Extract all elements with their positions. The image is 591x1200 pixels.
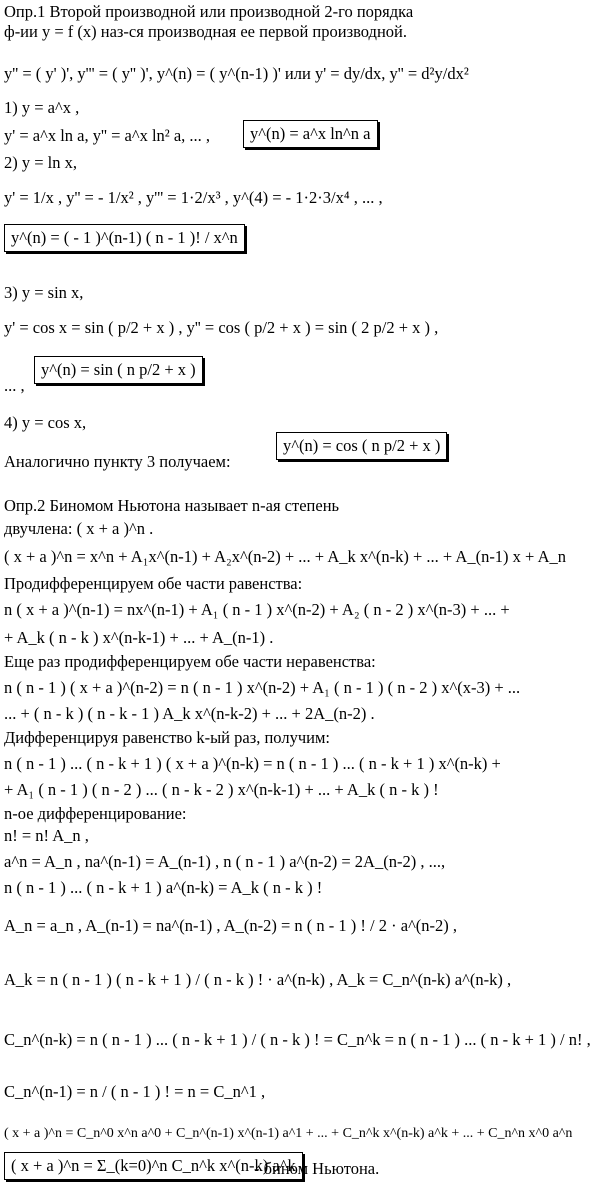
k-th-derivative-line-1: n ( n - 1 ) ... ( n - k + 1 ) ( x + a )^(n-k) = n ( n - 1 ) ... ( n - k + 1 ) x^(n-k) +: [4, 754, 501, 773]
binomial-full-expansion: ( x + a )^n = C_n^0 x^n a^0 + C_n^(n-1) x^(n-1) a^1 + ... + C_n^k x^(n-k) a^k + ... + C_n^n x^0 a^n: [4, 1126, 573, 1141]
a-k-formula-line: A_k = n ( n - 1 ) ( n - k + 1 ) / ( n - k ) ! · a^(n-k) , A_k = C_n^(n-k) a^(n-k) ,: [4, 970, 512, 989]
case-3-result-box: [34, 356, 203, 384]
general-coefficient-line: n ( n - 1 ) ... ( n - k + 1 ) a^(n-k) = A_k ( n - k ) !: [4, 878, 323, 897]
differentiate-statement: Продифференцируем обе части равенства:: [4, 574, 303, 593]
n-th-derivative-heading: n-ое дифференцирование:: [4, 804, 187, 823]
case-3-derivatives: y' = cos x = sin ( p/2 + x ) , y'' = cos ( p/2 + x ) = sin ( 2 p/2 + x ) ,: [4, 318, 439, 337]
combination-n-minus-1-line: C_n^(n-1) = n / ( n - 1 ) ! = n = C_n^1 ,: [4, 1082, 266, 1101]
derivative-notation: y'' = ( y' )', y''' = ( y'' )', y^(n) = ( y^(n-1) )' или y' = dy/dx, y'' = d²y/dx²: [4, 64, 469, 83]
case-2-derivatives: y' = 1/x , y'' = - 1/x² , y''' = 1·2/x³ , y^(4) = - 1·2·3/x⁴ , ... ,: [4, 188, 383, 207]
binomial-theorem-caption: - бином Ньютона.: [254, 1159, 380, 1178]
case-1-derivatives: y' = a^x ln a, y'' = a^x ln² a, ... ,: [4, 126, 211, 145]
case-1-result-box: [243, 120, 378, 148]
definition-2-line-1: Опр.2 Биномом Ньютона называет n-ая степень: [4, 496, 340, 515]
n-factorial-line: n! = n! A_n ,: [4, 826, 89, 845]
binomial-theorem-formula: ( x + a )^n = Σ_(k=0)^n C_n^k x^(n-k) a^k: [11, 1156, 296, 1175]
case-4-analogy: Аналогично пункту 3 получаем:: [4, 452, 231, 471]
binomial-expansion: ( x + a )^n = x^n + A₁x^(n-1) + A₂x^(n-2) + ... + A_k x^(n-k) + ... + A_(n-1) x + A_n: [4, 547, 566, 566]
case-4-result-box: [276, 432, 447, 460]
case-2-result: y^(n) = ( - 1 )^(n-1) ( n - 1 )! / x^n: [11, 228, 238, 247]
definition-1-line-1: Опр.1 Второй производной или производной 2-го порядка: [4, 2, 414, 21]
case-3-ellipsis: ... ,: [4, 376, 25, 395]
definition-1-line-2: ф-ии y = f (x) наз-ся производная ее первой производной.: [4, 22, 407, 41]
case-1-heading: 1) y = a^x ,: [4, 98, 80, 117]
second-derivative-line-1: n ( n - 1 ) ( x + a )^(n-2) = n ( n - 1 ) x^(n-2) + A₁ ( n - 1 ) ( n - 2 ) x^(x-3) + ...: [4, 678, 521, 697]
case-4-result: y^(n) = cos ( n p/2 + x ): [283, 436, 441, 455]
first-derivative-line-2: + A_k ( n - k ) x^(n-k-1) + ... + A_(n-1) .: [4, 628, 274, 647]
first-derivative-line-1: n ( x + a )^(n-1) = nx^(n-1) + A₁ ( n - 1 ) x^(n-2) + A₂ ( n - 2 ) x^(n-3) + ... +: [4, 600, 510, 619]
case-4-heading: 4) y = cos x,: [4, 413, 87, 432]
k-th-derivative-line-2: + A₁ ( n - 1 ) ( n - 2 ) ... ( n - k - 2 ) x^(n-k-1) + ... + A_k ( n - k ) !: [4, 780, 439, 799]
definition-2-line-2: двучлена: ( x + a )^n .: [4, 519, 154, 538]
case-3-heading: 3) y = sin x,: [4, 283, 84, 302]
case-3-result: y^(n) = sin ( n p/2 + x ): [41, 360, 196, 379]
second-derivative-line-2: ... + ( n - k ) ( n - k - 1 ) A_k x^(n-k-2) + ... + 2A_(n-2) .: [4, 704, 375, 723]
case-2-result-box: [4, 224, 245, 252]
k-th-derivative-statement: Дифференцируя равенство k-ый раз, получим:: [4, 728, 330, 747]
differentiate-again-statement: Еще раз продифференцируем обе части неравенства:: [4, 652, 376, 671]
coefficient-values-line: A_n = a_n , A_(n-1) = na^(n-1) , A_(n-2) = n ( n - 1 ) ! / 2 · a^(n-2) ,: [4, 916, 458, 935]
case-1-result: y^(n) = a^x ln^n a: [250, 124, 371, 143]
coefficients-line: a^n = A_n , na^(n-1) = A_(n-1) , n ( n - 1 ) a^(n-2) = 2A_(n-2) , ...,: [4, 852, 446, 871]
case-2-heading: 2) y = ln x,: [4, 153, 78, 172]
combination-identity-line: C_n^(n-k) = n ( n - 1 ) ... ( n - k + 1 ) / ( n - k ) ! = C_n^k = n ( n - 1 ) ... ( n - k + 1 ) / n! ,: [4, 1030, 591, 1049]
